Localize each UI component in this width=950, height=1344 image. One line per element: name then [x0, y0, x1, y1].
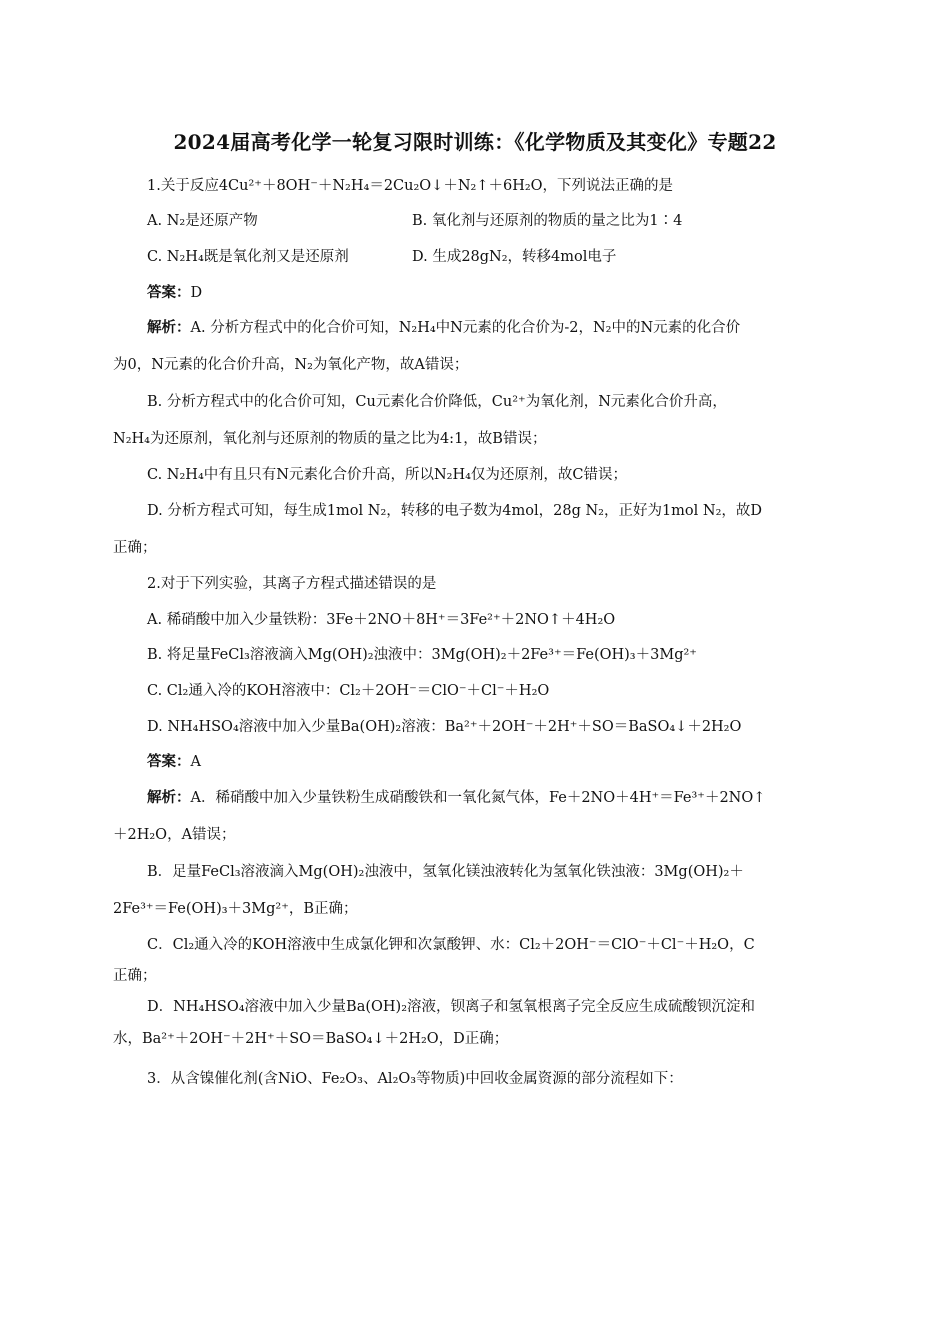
- q1-analysis-a-line2: 为0，N元素的化合价升高，N₂为氧化产物，故A错误；: [113, 357, 469, 373]
- q2-option-a: A. 稀硝酸中加入少量铁粉：3Fe＋2NO＋8H⁺＝3Fe²⁺＋2NO↑＋4H₂O: [147, 612, 616, 628]
- answer-value: D: [190, 285, 203, 301]
- q1-answer: [147, 283, 202, 303]
- q2-stem: 2.对于下列实验，其离子方程式描述错误的是: [147, 576, 437, 592]
- q1-option-b: B. 氧化剂与还原剂的物质的量之比为1∶4: [412, 213, 683, 229]
- q1-analysis-a-line1: [147, 318, 740, 338]
- q2-analysis-b-line1: B．足量FeCl₃溶液滴入Mg(OH)₂浊液中，氢氧化镁浊液转化为氢氧化铁浊液：3Mg(OH)₂＋: [147, 864, 744, 880]
- q1-analysis-b-line1: B. 分析方程式中的化合价可知，Cu元素化合价降低，Cu²⁺为氧化剂，N元素化合价升高，: [147, 394, 727, 410]
- q2-option-d: D. NH₄HSO₄溶液中加入少量Ba(OH)₂溶液：Ba²⁺＋2OH⁻＋2H⁺＋SO＝BaSO₄↓＋2H₂O: [147, 719, 742, 735]
- analysis-label: 解析：: [147, 789, 191, 806]
- answer-label: 答案：: [147, 284, 191, 301]
- q1-stem: 1.关于反应4Cu²⁺＋8OH⁻＋N₂H₄＝2Cu₂O↓＋N₂↑＋6H₂O，下列说法正确的是: [147, 178, 674, 194]
- q2-analysis-a-line1: [147, 788, 765, 808]
- q2-analysis-d-line1: D．NH₄HSO₄溶液中加入少量Ba(OH)₂溶液，钡离子和氢氧根离子完全反应生成硫酸钡沉淀和: [147, 999, 756, 1015]
- analysis-label: 解析：: [147, 319, 191, 336]
- q1-analysis-c: C. N₂H₄中有且只有N元素化合价升高，所以N₂H₄仅为还原剂，故C错误；: [147, 467, 627, 483]
- page-title: 2024届高考化学一轮复习限时训练：《化学物质及其变化》专题22: [173, 130, 777, 154]
- q2-analysis-b-line2: 2Fe³⁺＝Fe(OH)₃＋3Mg²⁺，B正确；: [113, 901, 358, 917]
- q2-option-b: B. 将足量FeCl₃溶液滴入Mg(OH)₂浊液中：3Mg(OH)₂＋2Fe³⁺＝Fe(OH)₃＋3Mg²⁺: [147, 647, 697, 663]
- analysis-text: A．稀硝酸中加入少量铁粉生成硝酸铁和一氧化氮气体，Fe＋2NO＋4H⁺＝Fe³⁺＋2NO↑: [190, 790, 766, 806]
- q1-analysis-d-line1: D. 分析方程式可知，每生成1mol N₂，转移的电子数为4mol，28g N₂，正好为1mol N₂，故D: [147, 503, 763, 519]
- q3-stem: 3．从含镍催化剂(含NiO、Fe₂O₃、Al₂O₃等物质)中回收金属资源的部分流程如下：: [147, 1071, 683, 1087]
- q2-analysis-c-line1: C．Cl₂通入冷的KOH溶液中生成氯化钾和次氯酸钾、水：Cl₂＋2OH⁻＝ClO⁻＋Cl⁻＋H₂O，C: [147, 937, 755, 953]
- answer-value: A: [190, 754, 201, 770]
- q2-analysis-a-line2: ＋2H₂O，A错误；: [113, 827, 236, 843]
- q2-option-c: C. Cl₂通入冷的KOH溶液中：Cl₂＋2OH⁻＝ClO⁻＋Cl⁻＋H₂O: [147, 683, 550, 699]
- answer-label: 答案：: [147, 753, 191, 770]
- q1-option-d: D. 生成28gN₂，转移4mol电子: [412, 249, 617, 265]
- q2-analysis-d-line2: 水，Ba²⁺＋2OH⁻＋2H⁺＋SO＝BaSO₄↓＋2H₂O，D正确；: [113, 1031, 509, 1047]
- q1-option-a: A. N₂是还原产物: [147, 213, 258, 229]
- q2-analysis-c-line2: 正确；: [113, 968, 157, 984]
- q1-option-c: C. N₂H₄既是氧化剂又是还原剂: [147, 249, 349, 265]
- q1-analysis-b-line2: N₂H₄为还原剂，氧化剂与还原剂的物质的量之比为4:1，故B错误；: [113, 431, 547, 447]
- analysis-text: A. 分析方程式中的化合价可知，N₂H₄中N元素的化合价为-2，N₂中的N元素的化合价: [190, 320, 741, 336]
- q2-answer: [147, 752, 201, 772]
- q1-analysis-d-line2: 正确；: [113, 540, 157, 556]
